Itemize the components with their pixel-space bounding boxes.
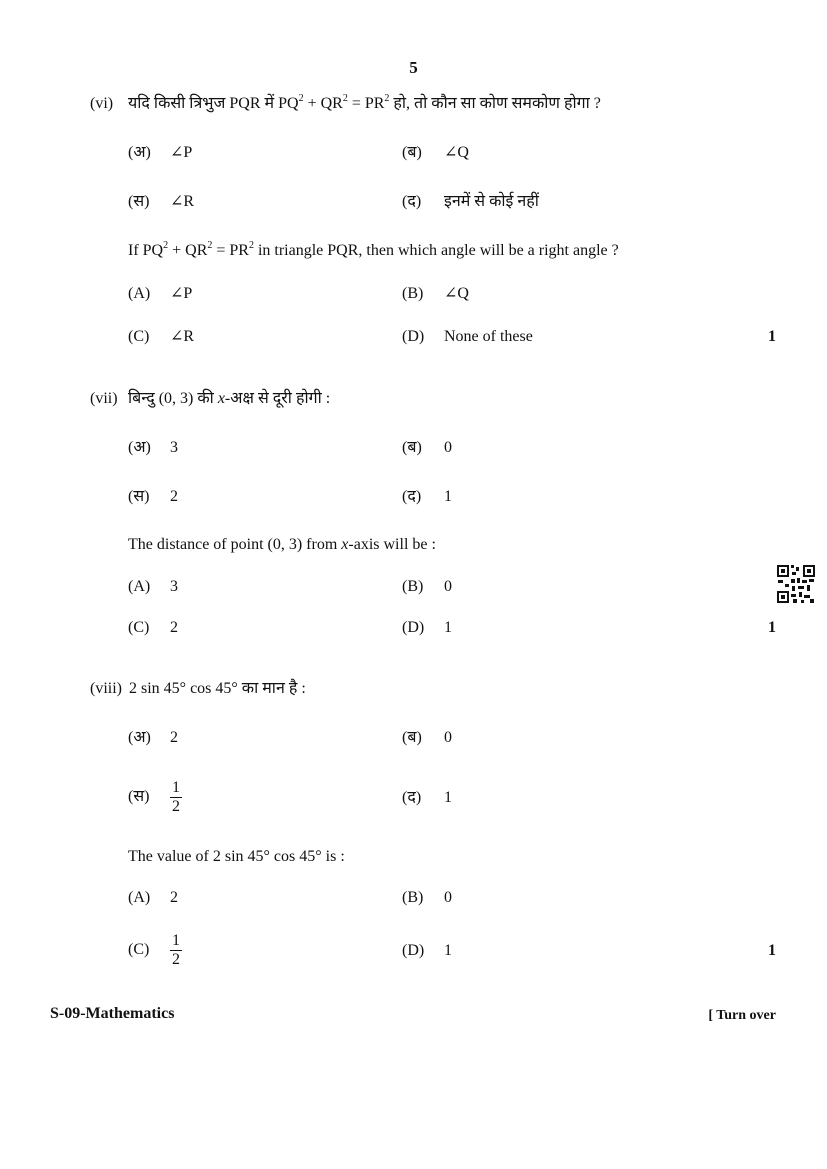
option-en-b: (B) 0 [402,578,452,595]
question-vi-marks: 1 [768,328,776,345]
option-en-d: (D) 1 [402,619,452,636]
question-viii-hindi-stem: 2 sin 45° cos 45° का मान है : [129,680,306,697]
question-vii-english-stem: The distance of point (0, 3) from x-axis will be : [128,536,436,553]
option-hi-c: (स) ∠R [128,193,195,210]
option-hi-b: (ब) 0 [402,729,452,746]
footer-turn-over: [ Turn over [708,1008,776,1023]
option-en-a: (A) 2 [128,889,178,906]
option-hi-c: (स) 2 [128,488,178,505]
option-en-c: (C) $\frac{1}{2}$ [128,931,180,968]
option-hi-d: (द) इनमें से कोई नहीं [402,193,539,210]
question-vi-hindi-stem: यदि किसी त्रिभुज PQR में $PQ^2 + QR^2 = PR^2$ हो, तो कौन सा कोण समकोण होगा ? [128,92,601,112]
option-en-a: (A) 3 [128,578,178,595]
option-en-c: (C) ∠R [128,328,195,345]
question-vi-number: (vi) [90,95,114,112]
option-en-b: (B) ∠Q [402,285,469,302]
question-vi-english-stem: If $PQ^2 + QR^2 = PR^2$ in triangle PQR, then which angle will be a right angle ? [128,239,619,259]
option-hi-b: (ब) ∠Q [402,144,469,161]
option-hi-b: (ब) 0 [402,439,452,456]
fraction: $\frac{1}{2}$ [172,778,180,815]
option-hi-a: (अ) 2 [128,729,178,746]
question-vii-marks: 1 [768,619,776,636]
option-hi-d: (द) 1 [402,789,452,806]
fraction: $\frac{1}{2}$ [172,931,180,968]
option-hi-a: (अ) 3 [128,439,178,456]
footer-paper-code: S-09-Mathematics [50,1005,175,1022]
option-hi-a: (अ) ∠P [128,144,193,161]
question-viii-number: (viii) [90,680,122,697]
option-en-a: (A) ∠P [128,285,193,302]
question-vii-hindi-stem: बिन्दु (0, 3) की x-अक्ष से दूरी होगी : [128,390,331,407]
option-hi-d: (द) 1 [402,488,452,505]
option-en-d: (D) 1 [402,942,452,959]
question-viii-english-stem: The value of 2 sin 45° cos 45° is : [128,848,345,865]
page-number: 5 [409,58,418,77]
option-en-c: (C) 2 [128,619,178,636]
question-viii-marks: 1 [768,942,776,959]
option-en-b: (B) 0 [402,889,452,906]
option-hi-c: (स) $\frac{1}{2}$ [128,778,180,815]
qr-code-icon [776,564,816,604]
option-en-d: (D) None of these [402,328,533,345]
question-vii-number: (vii) [90,390,118,407]
